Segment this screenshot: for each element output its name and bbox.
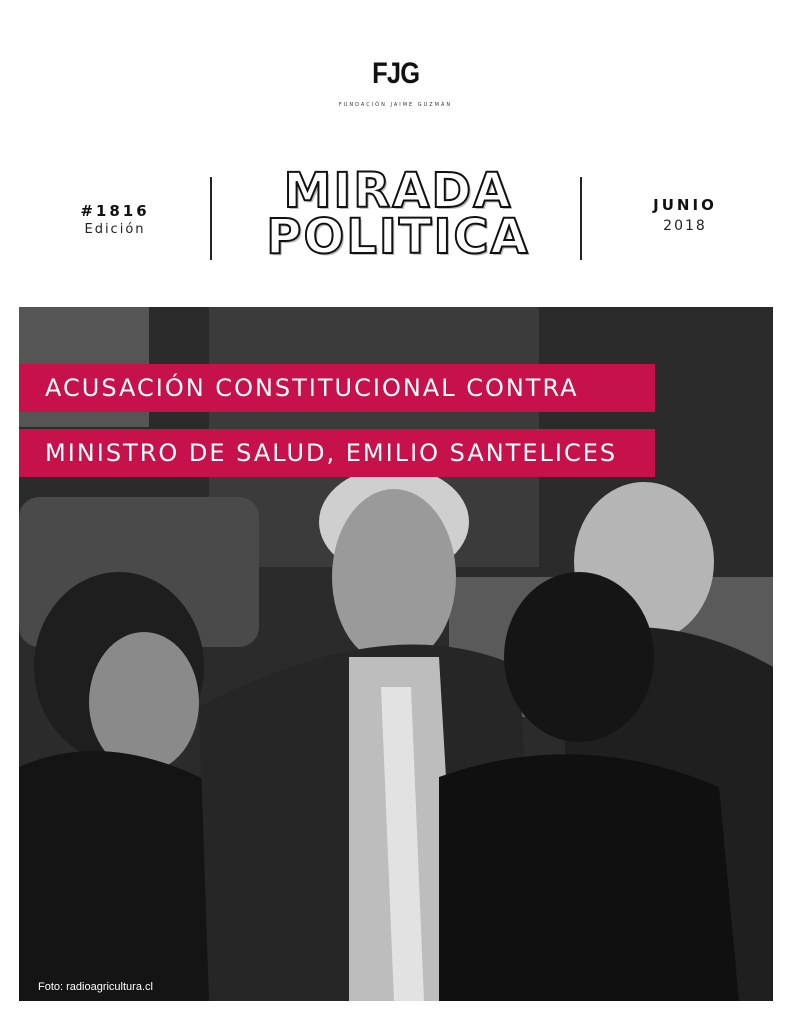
masthead-title (228, 163, 568, 265)
date-year: 2018 (663, 218, 707, 234)
logo-mark: FJG (371, 57, 420, 90)
headline-line-1: ACUSACIÓN CONSTITUCIONAL CONTRA (19, 364, 655, 412)
photo-credit: Foto: radioagricultura.cl (38, 981, 153, 993)
date-block (630, 196, 740, 234)
masthead-line-1: MIRADA (283, 163, 513, 219)
headline-line-2: MINISTRO DE SALUD, EMILIO SANTELICES (19, 429, 655, 477)
edition-block (60, 202, 170, 237)
date-month: JUNIO (653, 196, 717, 214)
fjg-logo (0, 58, 791, 108)
logo-subtitle: FUNDACIÓN JAIME GUZMÁN (338, 102, 453, 108)
masthead-line-2: POLITICA (266, 209, 530, 265)
divider-left (210, 177, 212, 260)
edition-number: #1816 (80, 202, 150, 220)
divider-right (580, 177, 582, 260)
edition-label: Edición (84, 222, 146, 237)
